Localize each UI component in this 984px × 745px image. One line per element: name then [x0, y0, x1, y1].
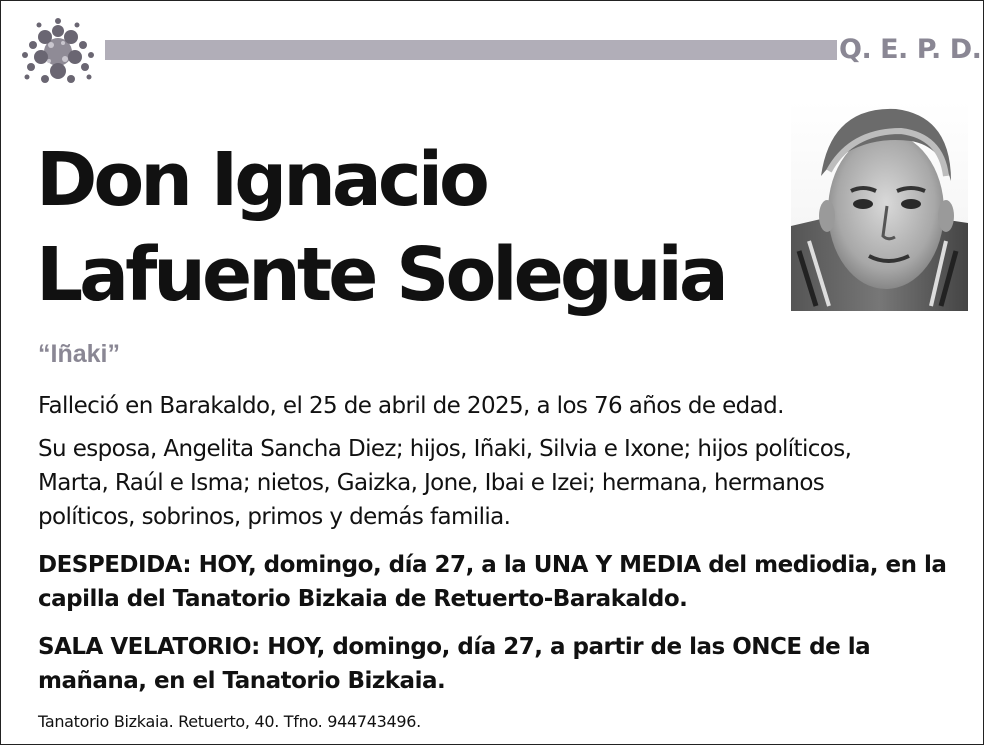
- deceased-name-line2: Lafuente Soleguia: [36, 232, 725, 318]
- farewell-line: DESPEDIDA: HOY, domingo, día 27, a la UNA Y MEDIA del mediodia, en la: [38, 552, 947, 578]
- wake-details: [38, 630, 973, 698]
- header-bar: [105, 40, 837, 60]
- family-line: políticos, sobrinos, primos y demás familia.: [38, 504, 511, 530]
- farewell-line: capilla del Tanatorio Bizkaia de Retuerto-Barakaldo.: [38, 586, 688, 612]
- wake-line: mañana, en el Tanatorio Bizkaia.: [38, 668, 446, 694]
- nickname: “Iñaki”: [38, 340, 120, 368]
- farewell-details: [38, 548, 973, 616]
- death-notice: Falleció en Barakaldo, el 25 de abril de 2025, a los 76 años de edad.: [38, 393, 784, 419]
- portrait-photo: [791, 101, 968, 311]
- wake-line: SALA VELATORIO: HOY, domingo, día 27, a partir de las ONCE de la: [38, 634, 871, 660]
- cross-flower-emblem-icon: [15, 13, 101, 91]
- family-line: Marta, Raúl e Isma; nietos, Gaizka, Jone, Ibai e Izei; hermana, hermanos: [38, 470, 825, 496]
- family-line: Su esposa, Angelita Sancha Diez; hijos, Iñaki, Silvia e Ixone; hijos políticos,: [38, 436, 852, 462]
- family-list: [38, 432, 948, 534]
- funeral-home-contact: Tanatorio Bizkaia. Retuerto, 40. Tfno. 944743496.: [38, 712, 421, 731]
- deceased-name: [36, 133, 725, 323]
- deceased-name-line1: Don Ignacio: [36, 137, 486, 223]
- qepd-heading: Q. E. P. D.: [839, 34, 982, 65]
